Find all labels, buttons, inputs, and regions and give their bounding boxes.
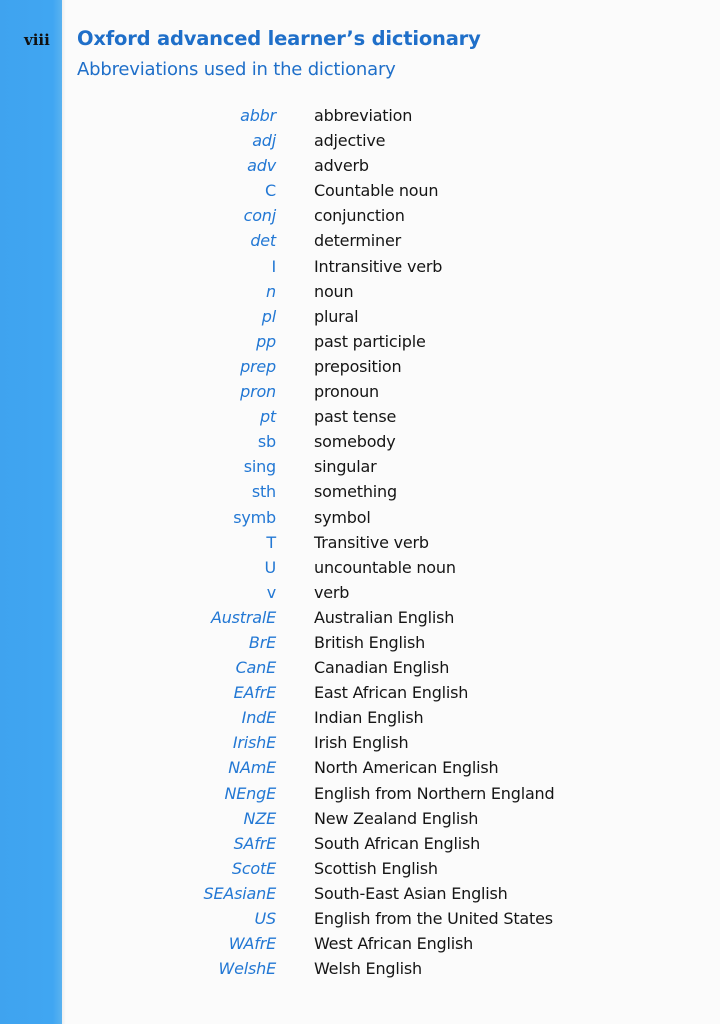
list-item [0,932,720,957]
abbreviation-meaning: somebody [314,432,396,452]
abbreviation-meaning: symbol [314,507,371,527]
abbreviation-meaning: singular [314,457,377,477]
list-item [0,857,720,882]
list-item [0,531,720,556]
abbreviation-meaning: South African English [314,833,481,853]
list-item [0,330,720,355]
abbreviation-meaning: Canadian English [314,658,450,678]
list-item [0,807,720,832]
abbreviation-term: v [266,582,276,602]
abbreviation-term: CanE [235,658,276,678]
list-item [0,405,720,430]
abbreviation-term: pt [259,407,276,427]
abbreviation-meaning: Irish English [314,733,409,753]
list-item [0,179,720,204]
list-item [0,606,720,631]
abbreviation-term: adv [247,156,276,176]
abbreviation-term: prep [240,356,276,376]
list-item [0,229,720,254]
abbreviation-term: US [254,909,276,928]
abbreviation-meaning: something [314,482,397,502]
list-item [0,104,720,129]
abbreviation-meaning: preposition [314,356,402,376]
abbreviation-meaning: abbreviation [314,106,413,125]
abbreviation-meaning: uncountable noun [314,557,456,577]
abbreviation-meaning: East African English [314,683,469,703]
abbreviation-term: WelshE [218,959,276,979]
abbreviation-meaning: noun [314,281,354,301]
abbreviation-meaning: Intransitive verb [314,256,443,276]
abbreviation-term: AustralE [210,607,276,627]
abbreviation-term: WAfrE [228,934,276,954]
abbreviation-meaning: English from the United States [314,909,553,928]
abbreviation-term: C [265,181,276,201]
abbreviation-term: adj [252,131,276,151]
list-item [0,681,720,706]
list-item [0,782,720,807]
abbreviation-meaning: adverb [314,156,369,176]
list-item [0,581,720,606]
abbreviation-meaning: New Zealand English [314,808,479,828]
abbreviation-meaning: English from Northern England [314,783,555,803]
abbreviation-term: NAmE [228,758,276,778]
abbreviation-meaning: conjunction [314,206,405,226]
list-item [0,380,720,405]
abbreviation-meaning: North American English [314,758,499,778]
abbreviation-term: ScotE [231,858,276,878]
page-title: Oxford advanced learner’s dictionary [77,27,481,50]
abbreviation-meaning: Transitive verb [314,532,429,552]
abbreviation-list [0,104,720,982]
list-item [0,907,720,932]
abbreviation-term: SEAsianE [203,883,276,903]
abbreviation-meaning: British English [314,632,426,652]
abbreviation-term: sth [251,482,276,502]
abbreviation-term: T [266,532,276,552]
abbreviation-term: symb [233,507,276,527]
list-item [0,756,720,781]
abbreviation-meaning: Indian English [314,708,424,728]
list-item [0,129,720,154]
abbreviation-term: I [271,256,276,276]
abbreviation-term: U [264,557,276,577]
list-item [0,305,720,330]
abbreviation-term: pl [261,306,276,326]
list-item [0,882,720,907]
list-item [0,255,720,280]
list-item [0,280,720,305]
list-item [0,631,720,656]
abbreviation-term: IndE [241,708,276,728]
list-item [0,731,720,756]
list-item [0,480,720,505]
abbreviation-term: BrE [248,632,276,652]
abbreviation-meaning: verb [314,582,350,602]
abbreviation-meaning: adjective [314,131,386,151]
abbreviation-term: det [250,231,276,251]
list-item [0,430,720,455]
abbreviation-meaning: past participle [314,331,426,351]
abbreviation-term: sing [243,457,276,477]
abbreviation-meaning: Welsh English [314,959,422,979]
list-item [0,204,720,229]
abbreviation-term: pp [256,331,276,351]
abbreviation-term: EAfrE [233,683,276,703]
abbreviation-term: IrishE [232,733,276,753]
page-subtitle: Abbreviations used in the dictionary [77,59,396,80]
abbreviation-term: pron [240,382,276,402]
abbreviation-meaning: Scottish English [314,858,438,878]
abbreviation-meaning: Countable noun [314,181,439,201]
abbreviation-meaning: determiner [314,231,402,251]
list-item [0,355,720,380]
abbreviation-term: conj [243,206,276,226]
page-number: viii [24,31,50,49]
abbreviation-meaning: South-East Asian English [314,883,508,903]
abbreviation-meaning: West African English [314,934,474,954]
abbreviation-term: abbr [240,106,276,125]
list-item [0,656,720,681]
abbreviation-meaning: plural [314,306,359,326]
abbreviation-term: NZE [243,808,276,828]
abbreviation-term: n [266,281,276,301]
abbreviation-term: SAfrE [233,833,276,853]
list-item [0,957,720,982]
list-item [0,706,720,731]
abbreviation-meaning: Australian English [314,607,455,627]
abbreviation-term: sb [257,432,276,452]
abbreviation-meaning: pronoun [314,382,379,402]
list-item [0,506,720,531]
list-item [0,154,720,179]
list-item [0,556,720,581]
list-item [0,832,720,857]
abbreviation-term: NEngE [224,783,276,803]
list-item [0,455,720,480]
abbreviation-meaning: past tense [314,407,397,427]
